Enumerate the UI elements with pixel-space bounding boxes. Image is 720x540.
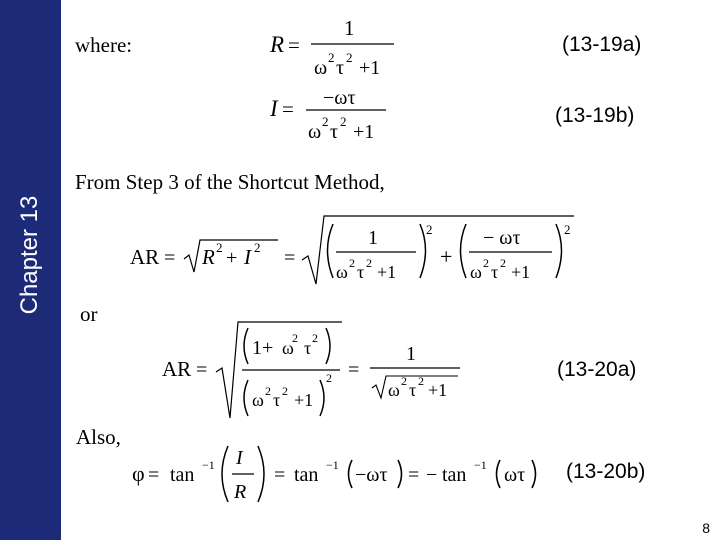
svg-text:− ωτ: − ωτ: [483, 227, 521, 249]
equation-13-20a: [160, 318, 480, 430]
svg-text:τ: τ: [491, 262, 499, 282]
svg-text:τ: τ: [330, 121, 339, 143]
svg-text:1: 1: [344, 16, 355, 40]
svg-text:ω: ω: [252, 390, 264, 410]
svg-text:2: 2: [366, 256, 372, 270]
svg-text:2: 2: [312, 331, 318, 345]
svg-text:ω: ω: [388, 380, 400, 400]
svg-text:τ: τ: [336, 57, 345, 79]
also-label: Also,: [76, 425, 121, 449]
svg-text:−ωτ: −ωτ: [323, 87, 356, 109]
svg-text:2: 2: [401, 374, 407, 388]
equation-13-19a: [268, 10, 408, 80]
svg-text:ω: ω: [314, 57, 328, 79]
svg-text:2: 2: [418, 374, 424, 388]
svg-text:+1: +1: [359, 57, 381, 79]
eq-number-13-19b: (13-19b): [555, 104, 635, 127]
svg-text:R: R: [234, 481, 247, 503]
svg-text:2: 2: [326, 371, 332, 385]
svg-text:2: 2: [216, 240, 223, 255]
svg-text:2: 2: [265, 384, 271, 398]
svg-text:τ: τ: [273, 390, 281, 410]
svg-text:−1: −1: [474, 458, 487, 472]
page-number: 8: [702, 520, 710, 536]
svg-text:2: 2: [564, 222, 571, 237]
svg-text:+1: +1: [428, 380, 448, 400]
svg-text:R: R: [270, 32, 285, 57]
svg-text:2: 2: [282, 384, 288, 398]
svg-text:−1: −1: [202, 458, 215, 472]
svg-text:tan: tan: [294, 464, 319, 486]
svg-text:=: =: [196, 359, 208, 381]
svg-text:φ: φ: [132, 461, 145, 486]
svg-text:+1: +1: [294, 390, 314, 410]
svg-text:ω: ω: [470, 262, 482, 282]
equation-13-19b: [268, 88, 408, 148]
svg-text:tan: tan: [170, 464, 195, 486]
svg-text:=: =: [274, 464, 286, 486]
svg-text:=: =: [288, 33, 300, 57]
svg-text:ω: ω: [336, 262, 348, 282]
svg-text:AR: AR: [162, 357, 192, 381]
svg-text:=: =: [408, 464, 420, 486]
svg-text:2: 2: [426, 222, 433, 237]
svg-text:+: +: [226, 247, 238, 269]
chapter-sidebar: [0, 0, 61, 540]
svg-text:−: −: [426, 464, 438, 486]
svg-text:R: R: [202, 245, 215, 269]
svg-text:−1: −1: [326, 458, 339, 472]
svg-text:2: 2: [292, 331, 298, 345]
svg-text:I: I: [270, 96, 278, 121]
where-label: where:: [75, 33, 133, 57]
svg-text:+1: +1: [353, 121, 375, 143]
svg-text:=: =: [348, 359, 360, 381]
svg-text:ωτ: ωτ: [504, 464, 526, 486]
equation-ar-definition: [128, 212, 583, 292]
svg-text:2: 2: [346, 50, 353, 65]
svg-text:+1: +1: [377, 262, 397, 282]
svg-text:I: I: [236, 447, 243, 469]
svg-text:τ: τ: [409, 380, 417, 400]
svg-text:AR: AR: [130, 245, 160, 269]
svg-text:I: I: [244, 245, 251, 269]
svg-text:2: 2: [500, 256, 506, 270]
svg-text:=: =: [284, 247, 296, 269]
svg-text:2: 2: [340, 114, 347, 129]
svg-text:1: 1: [406, 343, 416, 365]
svg-text:τ: τ: [357, 262, 365, 282]
svg-text:−ωτ: −ωτ: [355, 464, 388, 486]
svg-text:ω: ω: [308, 121, 322, 143]
svg-text:+1: +1: [511, 262, 531, 282]
svg-text:2: 2: [322, 114, 329, 129]
svg-text:ω: ω: [282, 338, 294, 358]
svg-text:2: 2: [483, 256, 489, 270]
svg-text:1: 1: [368, 227, 378, 249]
svg-text:tan: tan: [442, 464, 467, 486]
svg-text:=: =: [282, 97, 294, 121]
equation-13-20b: [130, 438, 560, 510]
eq-number-13-19a: (13-19a): [562, 33, 642, 56]
svg-text:τ: τ: [304, 338, 312, 358]
svg-text:=: =: [148, 464, 160, 486]
svg-text:=: =: [164, 247, 176, 269]
svg-text:2: 2: [349, 256, 355, 270]
svg-text:+: +: [440, 244, 453, 269]
step3-text: From Step 3 of the Shortcut Method,: [75, 170, 385, 194]
svg-text:2: 2: [328, 50, 335, 65]
svg-text:1+: 1+: [252, 337, 274, 359]
eq-number-13-20b: (13-20b): [566, 460, 646, 483]
eq-number-13-20a: (13-20a): [557, 358, 637, 381]
svg-text:2: 2: [254, 240, 261, 255]
or-label: or: [80, 302, 98, 326]
chapter-label: Chapter 13: [16, 195, 43, 315]
